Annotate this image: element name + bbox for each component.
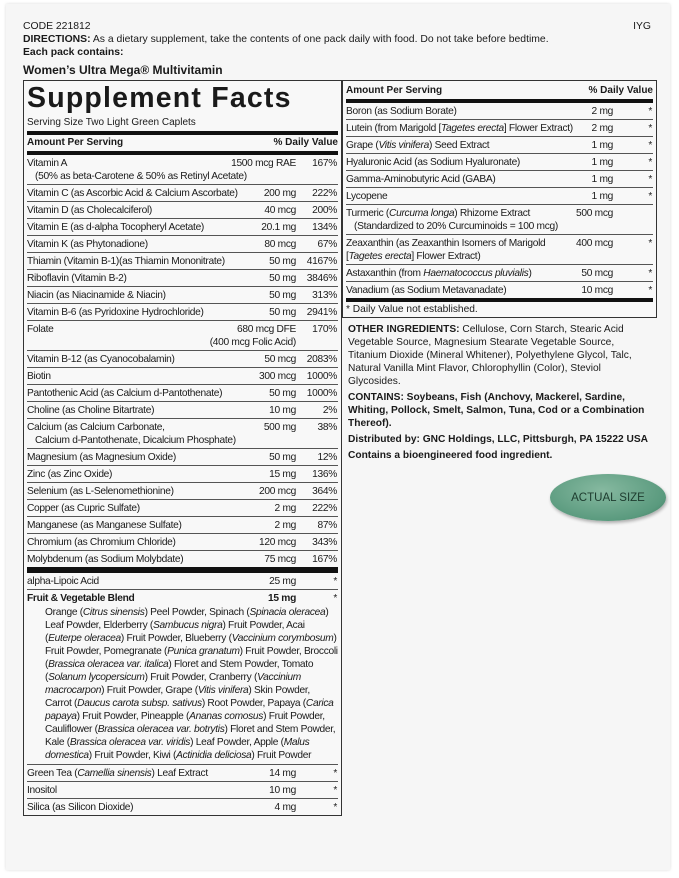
nutrient-row xyxy=(27,304,338,321)
nutrient-row xyxy=(346,205,653,235)
latin-name: Brassica oleracea var. botrytis xyxy=(97,724,225,735)
nutrient-detail: (Standardized to 20% Curcuminoids = 100 mcg) xyxy=(354,221,558,232)
nutrient-row xyxy=(27,368,338,385)
latin-name: Haematococcus pluvialis xyxy=(423,268,529,279)
nutrient-name: Boron (as Sodium Borate) xyxy=(346,106,457,117)
nutrient-detail: (50% as beta-Carotene & 50% as Retinyl Acetate) xyxy=(35,171,247,182)
nutrient-amount: 400 mcg xyxy=(576,238,613,249)
nutrient-daily-value: 222% xyxy=(312,503,337,514)
latin-name: Malus domestica xyxy=(45,737,310,761)
latin-name: Vaccinium macrocarpon xyxy=(45,672,301,696)
right-rows xyxy=(343,103,656,298)
nutrient-name: Chromium (as Chromium Chloride) xyxy=(27,537,176,548)
nutrient-amount: 1 mg xyxy=(591,140,613,151)
nutrient-amount-detail: (400 mcg Folic Acid) xyxy=(209,337,296,348)
nutrient-name: Vitamin A xyxy=(27,158,68,169)
nutrient-row xyxy=(346,137,653,154)
nutrient-name: Gamma-Aminobutyric Acid (GABA) xyxy=(346,174,496,185)
nutrient-amount: 4 mg xyxy=(274,802,296,813)
latin-name: Carica papaya xyxy=(45,698,334,722)
nutrient-row xyxy=(27,287,338,304)
nutrient-name: Folate xyxy=(27,324,54,335)
nutrient-row xyxy=(27,236,338,253)
latin-name: Spinacia oleracea xyxy=(249,607,326,618)
latin-name: Citrus sinensis xyxy=(82,607,145,618)
nutrient-daily-value: * xyxy=(648,140,652,151)
nutrient-daily-value: 2083% xyxy=(306,354,337,365)
nutrient-amount: 50 mg xyxy=(269,273,296,284)
nutrient-amount: 680 mcg DFE (400 mcg Folic Acid) xyxy=(209,324,296,348)
nutrient-name: Vitamin K (as Phytonadione) xyxy=(27,239,148,250)
nutrient-amount: 10 mcg xyxy=(581,285,613,296)
other-ingredients-text: Cellulose, Corn Starch, Stearic Acid Vegetable Source, Magnesium Stearate Vegetable Source, Titanium Dioxide (Mineral Whitener), Polyethylene Glycol, Talc, Natural Vanilla Mint Flavor, Chlorophyllin (Color), Steviol Glycosides. xyxy=(348,324,632,387)
latin-name: Tagetes erecta xyxy=(441,123,504,134)
col-dv-header: % Daily Value xyxy=(273,137,338,148)
nutrient-amount: 10 mg xyxy=(269,785,296,796)
nutrient-amount: 50 mcg xyxy=(264,354,296,365)
actual-size-caplet-image xyxy=(550,474,666,521)
nutrient-name: Vitamin B-6 (as Pyridoxine Hydrochloride) xyxy=(27,307,204,318)
each-pack-label: Each pack contains: xyxy=(23,47,124,58)
nutrient-name: Manganese (as Manganese Sulfate) xyxy=(27,520,182,531)
nutrient-name: Silica (as Silicon Dioxide) xyxy=(27,802,134,813)
nutrient-row xyxy=(27,483,338,500)
nutrient-daily-value: 12% xyxy=(317,452,337,463)
nutrient-name: Niacin (as Niacinamide & Niacin) xyxy=(27,290,166,301)
ingredient-info xyxy=(348,323,654,462)
nutrient-daily-value: * xyxy=(333,576,337,587)
nutrient-row xyxy=(27,155,338,185)
latin-name: Euterpe oleracea xyxy=(48,633,121,644)
nutrient-amount: 500 mg xyxy=(263,422,296,433)
nutrient-daily-value: 134% xyxy=(312,222,337,233)
nutrient-row xyxy=(27,799,338,815)
nutrient-amount: 1 mg xyxy=(591,191,613,202)
panel-title: Supplement Facts xyxy=(27,82,292,114)
latin-name: Ananas comosus xyxy=(189,711,264,722)
nutrient-row xyxy=(27,185,338,202)
nutrient-name: alpha-Lipoic Acid xyxy=(27,576,99,587)
latin-name: Daucus carota subsp. sativus xyxy=(77,698,202,709)
nutrient-daily-value: 4167% xyxy=(306,256,337,267)
nutrient-daily-value: * xyxy=(648,285,652,296)
nutrient-amount: 40 mcg xyxy=(264,205,296,216)
nutrient-row xyxy=(27,765,338,782)
nutrient-daily-value: * xyxy=(648,174,652,185)
nutrient-daily-value: 222% xyxy=(312,188,337,199)
nutrient-daily-value: 1000% xyxy=(306,371,337,382)
product-name: Women’s Ultra Mega® Multivitamin xyxy=(23,63,223,77)
latin-name: Curcuma longa xyxy=(389,208,455,219)
directions-label: DIRECTIONS: xyxy=(23,34,91,45)
nutrient-name: Magnesium (as Magnesium Oxide) xyxy=(27,452,176,463)
serving-size: Serving Size Two Light Green Caplets xyxy=(27,117,196,128)
bioengineered-notice: Contains a bioengineered food ingredient. xyxy=(348,450,553,461)
nutrient-amount: 50 mg xyxy=(269,452,296,463)
nutrient-daily-value: 313% xyxy=(312,290,337,301)
nutrient-name: Vitamin D (as Cholecalciferol) xyxy=(27,205,152,216)
column-header xyxy=(24,135,341,151)
nutrient-amount: 200 mg xyxy=(263,188,296,199)
nutrient-amount: 2 mg xyxy=(274,520,296,531)
nutrient-amount: 50 mg xyxy=(269,256,296,267)
nutrient-daily-value: * xyxy=(648,268,652,279)
nutrient-name: Vitamin E (as d-alpha Tocopheryl Acetate) xyxy=(27,222,205,233)
nutrient-amount: 25 mg xyxy=(269,576,296,587)
actual-size-label: ACTUAL SIZE xyxy=(571,491,645,504)
nutrient-row xyxy=(27,351,338,368)
nutrient-amount: 120 mcg xyxy=(259,537,296,548)
latin-name: Sambucus nigra xyxy=(153,620,223,631)
latin-name: Brassica oleracea var. italica xyxy=(48,659,169,670)
nutrient-row xyxy=(27,270,338,287)
label-header xyxy=(23,20,651,59)
footnote: * Daily Value not established. xyxy=(346,304,478,315)
nutrient-row xyxy=(346,171,653,188)
product-code: CODE 221812 xyxy=(23,21,91,32)
latin-name: Camellia sinensis xyxy=(77,768,152,779)
nutrient-name: Fruit & Vegetable Blend xyxy=(27,593,135,604)
nutrient-daily-value: * xyxy=(648,238,652,249)
nutrient-amount: 75 mcg xyxy=(264,554,296,565)
nutrient-row xyxy=(27,253,338,270)
nutrient-daily-value: * xyxy=(333,802,337,813)
corner-code: IYG xyxy=(633,21,651,32)
nutrient-name: Vitamin B-12 (as Cyanocobalamin) xyxy=(27,354,175,365)
nutrient-daily-value: 87% xyxy=(317,520,337,531)
nutrient-name: Inositol xyxy=(27,785,57,796)
nutrient-daily-value: 200% xyxy=(312,205,337,216)
nutrient-name: Lycopene xyxy=(346,191,388,202)
nutrient-name: Pantothenic Acid (as Calcium d-Pantothenate) xyxy=(27,388,223,399)
nutrient-daily-value: 167% xyxy=(312,554,337,565)
nutrient-row xyxy=(27,402,338,419)
nutrient-daily-value: 1000% xyxy=(306,388,337,399)
nutrient-row xyxy=(27,321,338,351)
nutrient-amount: 15 mg xyxy=(268,593,296,604)
other-ingredient-rows xyxy=(24,573,341,606)
nutrient-amount: 20.1 mg xyxy=(261,222,296,233)
other-ingredients xyxy=(348,323,654,388)
distributor: Distributed by: GNC Holdings, LLC, Pittsburgh, PA 15222 USA xyxy=(348,434,648,445)
nutrient-detail: [Tagetes erecta] Flower Extract) xyxy=(346,251,481,262)
nutrient-daily-value: * xyxy=(648,106,652,117)
nutrient-amount: 14 mg xyxy=(269,768,296,779)
nutrient-amount: 200 mcg xyxy=(259,486,296,497)
col-dv-header: % Daily Value xyxy=(588,85,653,96)
nutrient-row xyxy=(346,154,653,171)
nutrient-daily-value: 67% xyxy=(317,239,337,250)
nutrient-name: Turmeric (Curcuma longa) Rhizome Extract xyxy=(346,208,531,219)
nutrient-amount: 50 mcg xyxy=(581,268,613,279)
nutrient-name: Calcium (as Calcium Carbonate, xyxy=(27,422,165,433)
nutrient-daily-value: * xyxy=(648,191,652,202)
fruit-vegetable-blend-list: Orange (Citrus sinensis) Peel Powder, Spinach (Spinacia oleracea) Leaf Powder, Elderberry (Sambucus nigra) Fruit Powder, Acai (Euterpe oleracea) Fruit Powder, Blueberry (Vaccinium corymbosum) Fruit Powder, Pomegranate (Punica granatum) Fruit Powder, Broccoli (Brassica oleracea var. italica) Floret and Stem Powder, Tomato (Solanum lycopersicum) Fruit Powder, Cranberry (Vaccinium macrocarpon) Fruit Powder, Grape (Vitis vinifera) Skin Powder, Carrot (Daucus carota subsp. sativus) Root Powder, Papaya (Carica papaya) Fruit Powder, Pineapple (Ananas comosus) Fruit Powder, Cauliflower (Brassica oleracea var. botrytis) Floret and Stem Powder, Kale (Brassica oleracea var. viridis) Leaf Powder, Apple (Malus domestica) Fruit Powder, Kiwi (Actinidia deliciosa) Fruit Powder xyxy=(27,606,338,765)
nutrient-amount: 1500 mcg RAE xyxy=(231,158,296,169)
nutrient-name: Copper (as Cupric Sulfate) xyxy=(27,503,140,514)
nutrient-daily-value: * xyxy=(333,785,337,796)
nutrient-amount: 50 mg xyxy=(269,388,296,399)
right-column xyxy=(342,80,657,521)
nutrient-daily-value: 38% xyxy=(317,422,337,433)
nutrient-name: Zinc (as Zinc Oxide) xyxy=(27,469,113,480)
other-ingredients-label: OTHER INGREDIENTS: xyxy=(348,324,460,335)
nutrient-amount: 300 mcg xyxy=(259,371,296,382)
nutrient-amount: 2 mg xyxy=(591,106,613,117)
col-amount-header: Amount Per Serving xyxy=(27,137,124,148)
nutrient-daily-value: * xyxy=(648,123,652,134)
nutrient-daily-value: 136% xyxy=(312,469,337,480)
nutrient-name: Vitamin C (as Ascorbic Acid & Calcium Ascorbate) xyxy=(27,188,238,199)
nutrient-row xyxy=(27,449,338,466)
nutrient-row xyxy=(346,188,653,205)
col-amount-header: Amount Per Serving xyxy=(346,85,443,96)
latin-name: Brassica oleracea var. viridis xyxy=(69,737,191,748)
nutrient-row xyxy=(27,782,338,799)
nutrient-detail: Calcium d-Pantothenate, Dicalcium Phosphate) xyxy=(35,435,236,446)
nutrient-amount: 50 mg xyxy=(269,290,296,301)
extra-ingredient-rows xyxy=(24,765,341,815)
nutrient-amount: 50 mg xyxy=(269,307,296,318)
nutrient-name: Choline (as Choline Bitartrate) xyxy=(27,405,155,416)
vitamin-mineral-rows xyxy=(24,155,341,567)
nutrient-daily-value: * xyxy=(333,593,337,604)
nutrient-amount: 2 mg xyxy=(274,503,296,514)
nutrient-name: Astaxanthin (from Haematococcus pluvialis) xyxy=(346,268,532,279)
nutrient-amount: 15 mg xyxy=(269,469,296,480)
latin-name: Solanum lycopersicum xyxy=(48,672,145,683)
nutrient-amount: 500 mcg xyxy=(576,208,613,219)
nutrient-name: Molybdenum (as Sodium Molybdate) xyxy=(27,554,184,565)
directions xyxy=(23,33,651,46)
allergen-statement: CONTAINS: Soybeans, Fish (Anchovy, Mackerel, Sardine, Whiting, Pollock, Smelt, Salmon, Tuna, Cod or a Combination Thereof). xyxy=(348,392,645,429)
nutrient-row xyxy=(27,385,338,402)
nutrient-amount: 80 mcg xyxy=(264,239,296,250)
nutrient-row xyxy=(27,419,338,449)
nutrient-row xyxy=(27,466,338,483)
latin-name: Vitis vinifera xyxy=(378,140,429,151)
nutrient-row xyxy=(27,534,338,551)
nutrient-daily-value: 2941% xyxy=(306,307,337,318)
nutrient-row xyxy=(346,265,653,282)
nutrient-daily-value: 170% xyxy=(312,324,337,335)
latin-name: Actinidia deliciosa xyxy=(176,750,252,761)
nutrient-name: Green Tea (Camellia sinensis) Leaf Extract xyxy=(27,768,208,779)
nutrient-daily-value: 3846% xyxy=(306,273,337,284)
nutrient-name: Riboflavin (Vitamin B-2) xyxy=(27,273,127,284)
directions-text: As a dietary supplement, take the contents of one pack daily with food. Do not take before bedtime. xyxy=(90,34,549,45)
nutrient-name: Lutein (from Marigold [Tagetes erecta] Flower Extract) xyxy=(346,123,573,134)
supplement-facts-right-panel xyxy=(342,80,657,318)
nutrient-name: Zeaxanthin (as Zeaxanthin Isomers of Marigold xyxy=(346,238,546,249)
nutrient-daily-value: 343% xyxy=(312,537,337,548)
nutrient-amount: 1 mg xyxy=(591,157,613,168)
supplement-facts-left-panel xyxy=(23,80,342,816)
latin-name: Vitis vinifera xyxy=(197,685,249,696)
nutrient-row xyxy=(27,517,338,534)
nutrient-name: Vanadium (as Sodium Metavanadate) xyxy=(346,285,507,296)
nutrient-daily-value: * xyxy=(333,768,337,779)
nutrient-amount: 10 mg xyxy=(269,405,296,416)
nutrient-name: Grape (Vitis vinifera) Seed Extract xyxy=(346,140,490,151)
nutrient-daily-value: 364% xyxy=(312,486,337,497)
nutrient-amount: 2 mg xyxy=(591,123,613,134)
nutrient-daily-value: 2% xyxy=(322,405,337,416)
nutrient-row xyxy=(27,551,338,567)
latin-name: Vaccinium corymbosum xyxy=(231,633,334,644)
nutrient-name: Hyaluronic Acid (as Sodium Hyaluronate) xyxy=(346,157,521,168)
nutrient-row xyxy=(27,590,338,606)
nutrient-daily-value: * xyxy=(648,157,652,168)
latin-name: Tagetes erecta xyxy=(348,251,412,262)
column-header xyxy=(343,81,656,99)
nutrient-amount: 1 mg xyxy=(591,174,613,185)
nutrient-row xyxy=(27,573,338,590)
nutrient-row xyxy=(27,219,338,236)
nutrient-daily-value: 167% xyxy=(312,158,337,169)
nutrient-row xyxy=(346,235,653,265)
nutrient-name: Thiamin (Vitamin B-1)(as Thiamin Mononitrate) xyxy=(27,256,225,267)
nutrient-row xyxy=(27,500,338,517)
nutrient-row xyxy=(346,282,653,298)
nutrient-row xyxy=(346,120,653,137)
latin-name: Punica granatum xyxy=(167,646,240,657)
nutrient-name: Biotin xyxy=(27,371,51,382)
nutrient-name: Selenium (as L-Selenomethionine) xyxy=(27,486,174,497)
nutrient-row xyxy=(346,103,653,120)
nutrient-row xyxy=(27,202,338,219)
